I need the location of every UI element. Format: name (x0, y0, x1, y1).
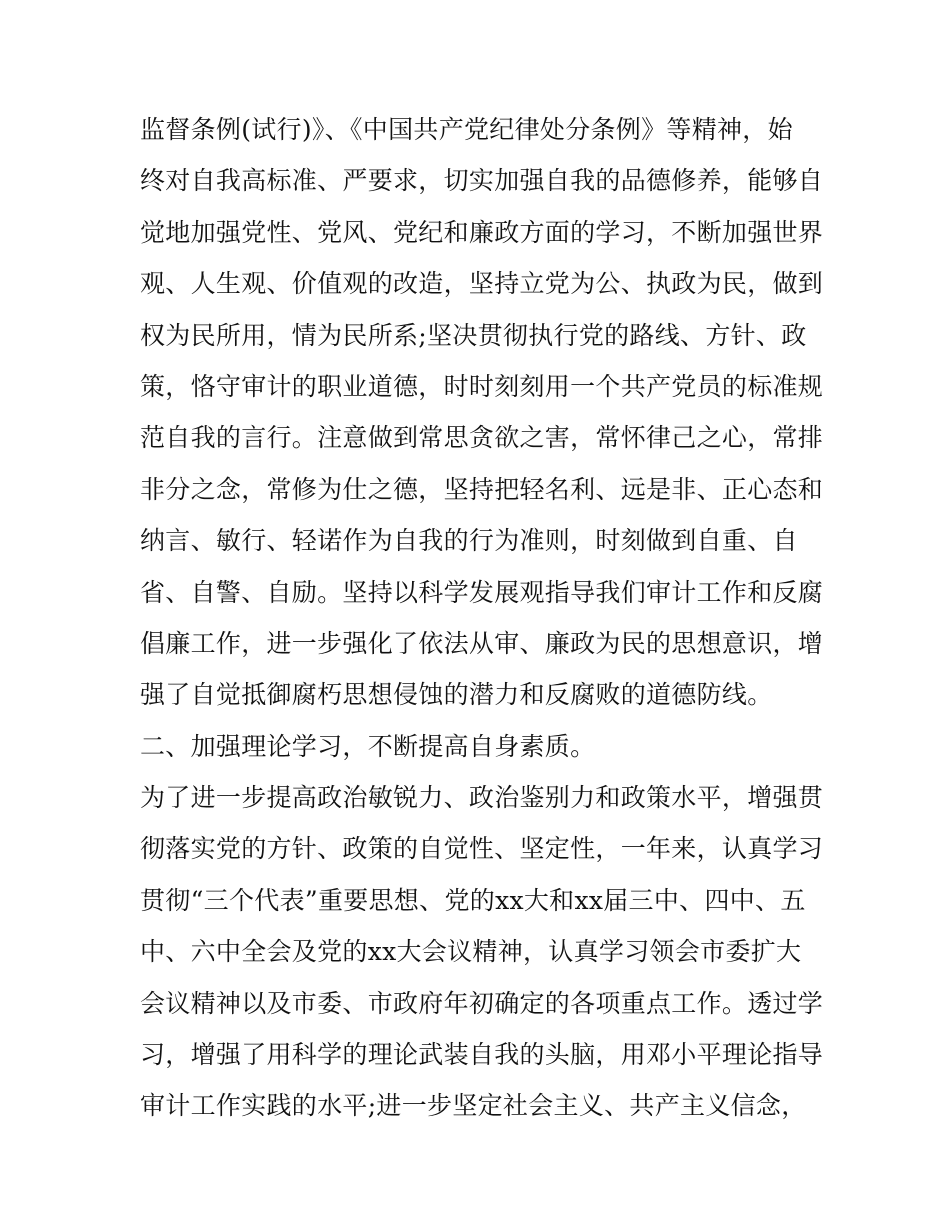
text-line: 省、自警、自励。坚持以科学发展观指导我们审计工作和反腐 (140, 577, 824, 607)
body-text (140, 104, 830, 1132)
text-line: 贯彻“三个代表”重要思想、党的xx大和xx届三中、四中、五 (140, 885, 806, 915)
text-line: 倡廉工作，进一步强化了依法从审、廉政为民的思想意识，增 (140, 628, 824, 658)
text-line: 彻落实党的方针、政策的自觉性、坚定性，一年来，认真学习 (140, 834, 824, 864)
text-line: 策，恪守审计的职业道德，时时刻刻用一个共产党员的标准规 (140, 371, 824, 401)
text-line: 终对自我高标准、严要求，切实加强自我的品德修养，能够自 (140, 166, 824, 196)
section-heading: 二、加强理论学习，不断提高自身素质。 (140, 731, 596, 761)
text-line: 纳言、敏行、轻诺作为自我的行为准则，时刻做到自重、自 (140, 526, 798, 556)
text-line: 为了进一步提高政治敏锐力、政治鉴别力和政策水平，增强贯 (140, 783, 824, 813)
text-line: 强了自觉抵御腐朽思想侵蚀的潜力和反腐败的道德防线。 (140, 680, 773, 710)
text-line: 观、人生观、价值观的改造，坚持立党为公、执政为民，做到 (140, 269, 824, 299)
text-line: 习，增强了用科学的理论武装自我的头脑，用邓小平理论指导 (140, 1040, 824, 1070)
text-line: 权为民所用，情为民所系;坚决贯彻执行党的路线、方针、政 (140, 320, 807, 350)
text-line: 范自我的言行。注意做到常思贪欲之害，常怀律己之心，常排 (140, 423, 824, 453)
text-line: 中、六中全会及党的xx大会议精神，认真学习领会市委扩大 (140, 937, 802, 967)
text-line: 监督条例(试行)》、《中国共产党纪律处分条例》等精神，始 (140, 115, 793, 144)
text-line: 非分之念，常修为仕之德，坚持把轻名利、远是非、正心态和 (140, 474, 824, 504)
text-line: 觉地加强党性、党风、党纪和廉政方面的学习，不断加强世界 (140, 217, 824, 247)
text-line: 审计工作实践的水平;进一步坚定社会主义、共产主义信念， (140, 1091, 807, 1121)
text-line: 会议精神以及市委、市政府年初确定的各项重点工作。透过学 (140, 988, 824, 1018)
